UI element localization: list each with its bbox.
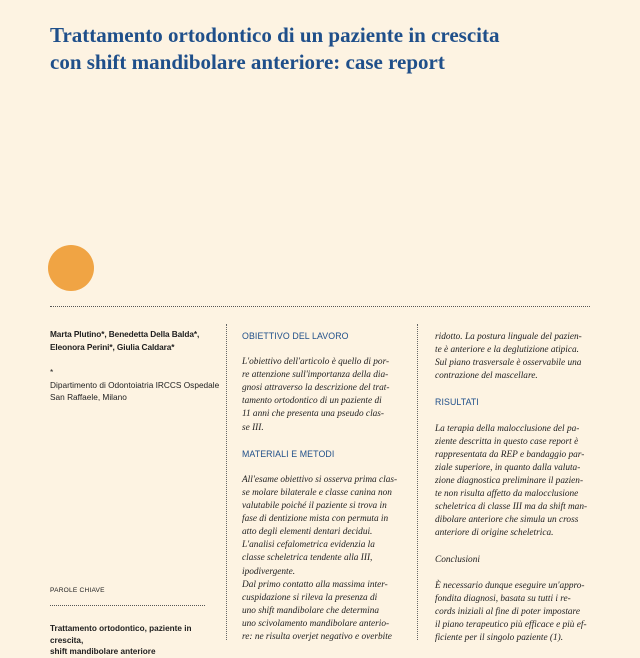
heading-materiali-metodi: MATERIALI E METODI [242,448,335,459]
authors-line-1: Marta Plutino*, Benedetta Della Balda*, [50,329,200,339]
text-line: il piano terapeutico più efficace e più ef- [435,619,587,630]
text-line: rappresentata da REP e bandaggio par- [435,449,585,460]
text-line: La terapia della malocclusione del pa- [435,423,580,434]
text-line: te è anteriore e la deglutizione atipica. [435,345,579,356]
keywords-line-1: Trattamento ortodontico, paziente in crescita, [50,624,192,645]
text-line: scheletrica di classe III ma da shift man- [435,502,588,513]
title-line-1: Trattamento ortodontico di un paziente in crescita [50,23,500,47]
paragraph-risultati [435,423,595,541]
text-line: tamento ortodontico di un paziente di [242,396,382,407]
text-line: ficiente per il singolo paziente (1). [435,633,564,644]
text-line: classe scheletrica tendente alla III, [242,553,373,564]
text-line: re: ne risulta overjet negativo e overbite [242,631,392,642]
text-line: fondita diagnosi, basata su tutti i re- [435,593,571,604]
text-line: contrazione del mascellare. [435,371,538,382]
affiliation-line-2: San Raffaele, Milano [50,392,127,402]
abstract-column-2 [435,331,595,645]
paragraph-conclusioni [435,580,595,645]
text-line: dibolare anteriore che simula un cross [435,515,579,526]
text-line: gnosi attraverso la descrizione del trat- [242,383,390,394]
subheading-conclusioni: Conclusioni [435,554,480,565]
text-line: ziente descritta in questo case report è [435,436,579,447]
keywords-line-2: shift mandibolare anteriore [50,647,156,656]
text-line: È necessario dunque eseguire un'appro- [435,580,585,591]
text-line: cords iniziali al fine di poter impostare [435,606,580,617]
text-line: Sul piano trasversale è osservabile una [435,358,582,369]
text-line: ipodivergente. [242,566,296,577]
text-line: Dal primo contatto alla massima inter- [242,579,388,590]
affiliation [50,366,220,404]
text-line: ziale superiore, in quanto dalla valuta- [435,462,581,473]
keywords-label: PAROLE CHIAVE [50,587,105,594]
text-line: fase di dentizione mista con permuta in [242,514,389,525]
text-line: uno scivolamento mandibolare anterio- [242,618,390,629]
author-list [50,328,215,353]
text-line: ridotto. La postura linguale del pazien- [435,332,582,342]
dotted-divider [50,306,590,307]
abstract-column-1 [242,330,402,644]
text-line: 11 anni che presenta una pseudo clas- [242,409,385,420]
article-title [50,22,610,76]
text-line: L'obiettivo dell'articolo è quello di por- [242,357,390,368]
affiliation-mark: * [50,367,54,377]
text-line: atto degli elementi dentari decidui. [242,527,373,538]
text-line: zione diagnostica preliminare il pazien- [435,475,584,486]
heading-risultati: RISULTATI [435,397,479,408]
paragraph-obiettivo [242,356,402,435]
title-line-2: con shift mandibolare anteriore: case report [50,50,445,74]
column-divider-1 [226,324,227,640]
text-line: valutabile poiché il paziente si trova in [242,501,387,512]
text-line: uno shift mandibolare che determina [242,605,380,616]
authors-line-2: Eleonora Perini*, Giulia Caldara* [50,341,175,352]
text-line: re attenzione sull'importanza della dia- [242,370,389,381]
text-line: se molare bilaterale e classe canina non [242,487,392,498]
decorative-orange-circle [48,245,94,291]
affiliation-line-1: Dipartimento di Odontoiatria IRCCS Ospedale [50,379,220,390]
text-line: se III. [242,422,264,433]
text-line: L'analisi cefalometrica evidenzia la [242,540,375,551]
keywords-divider [50,605,205,606]
paragraph-continuation [435,331,595,383]
text-line: All'esame obiettivo si osserva prima clas- [242,474,398,485]
text-line: anteriore di origine scheletrica. [435,528,554,539]
keywords-text [50,623,220,658]
column-divider-2 [417,324,418,640]
paragraph-materiali-metodi [242,474,402,644]
text-line: cuspidazione si rileva la presenza di [242,592,378,603]
text-line: te non risulta affetto da malocclusione [435,489,579,500]
heading-obiettivo: OBIETTIVO DEL LAVORO [242,331,349,341]
